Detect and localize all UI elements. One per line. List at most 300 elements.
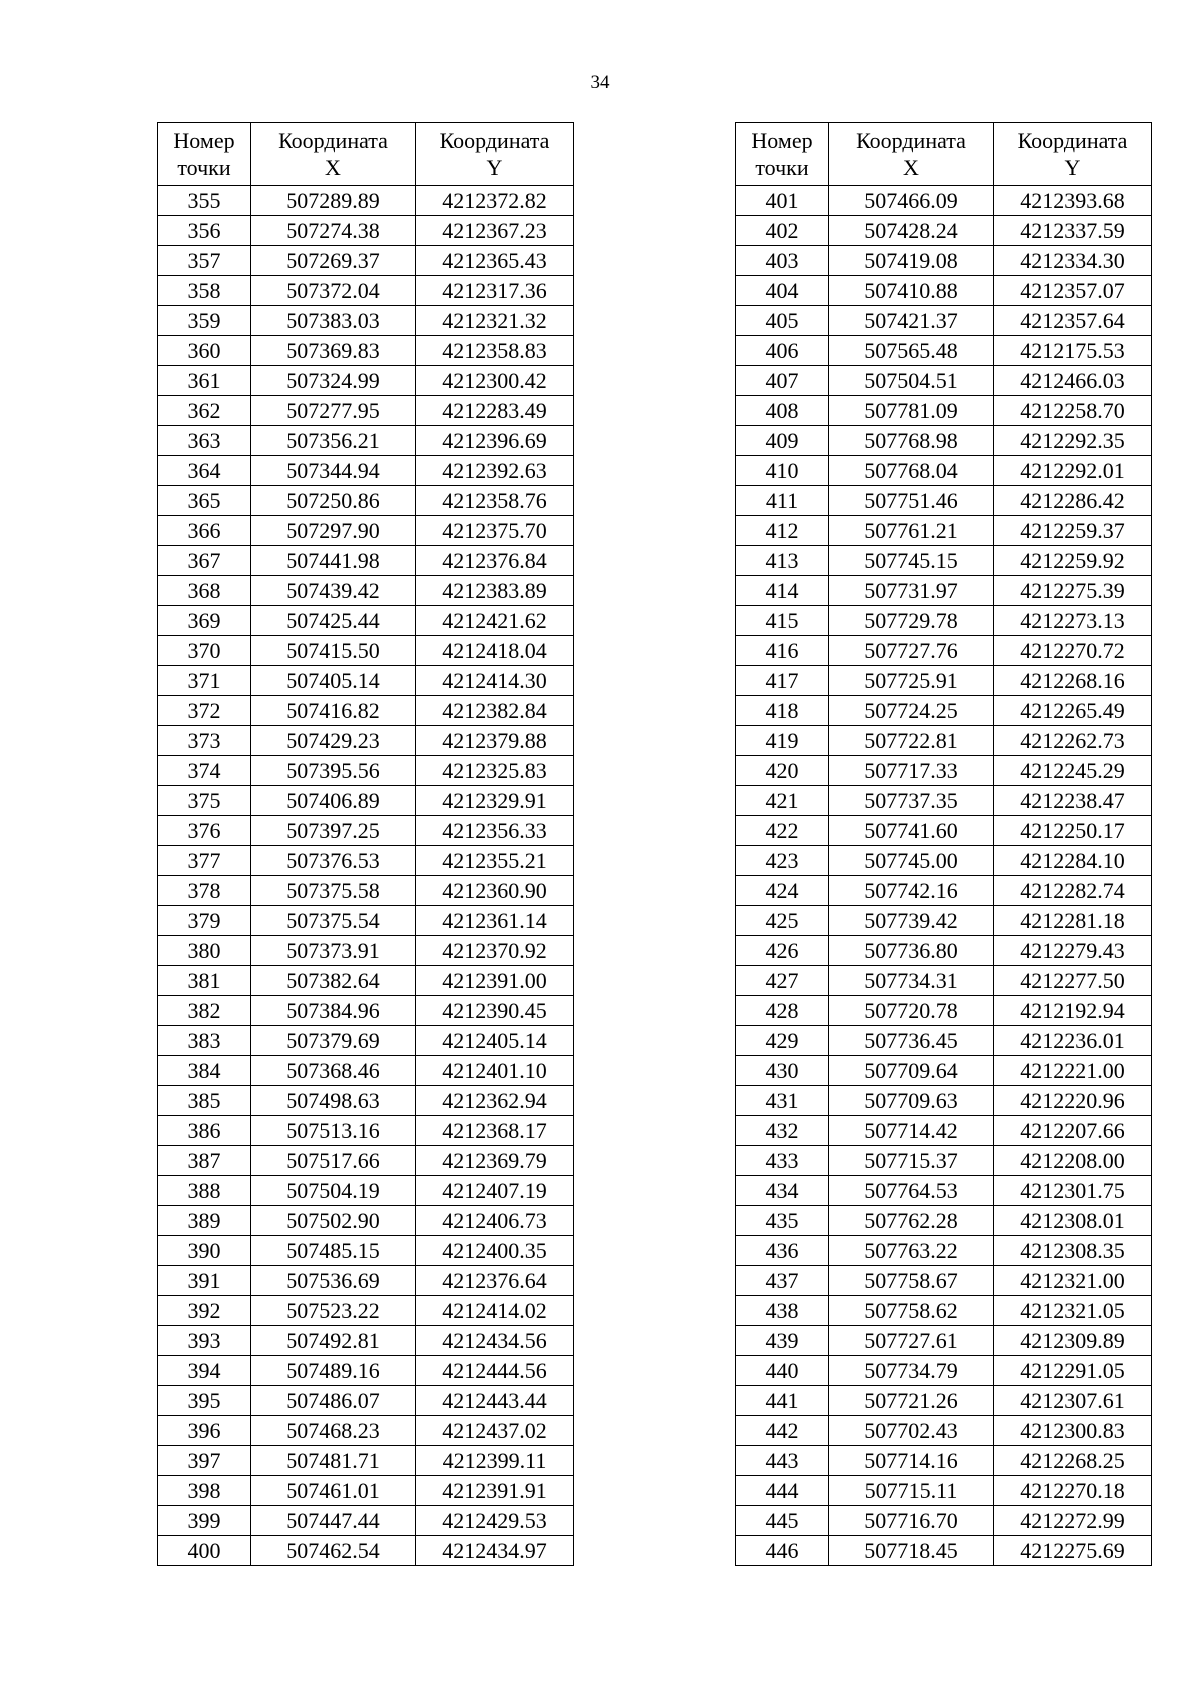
cell-coordinate-y: 4212418.04 — [416, 636, 574, 666]
table-row — [158, 936, 574, 966]
cell-coordinate-y: 4212400.35 — [416, 1236, 574, 1266]
cell-coordinate-x: 507485.15 — [251, 1236, 416, 1266]
cell-coordinate-y: 4212321.05 — [994, 1296, 1152, 1326]
cell-coordinate-x: 507716.70 — [829, 1506, 994, 1536]
header-point-number — [158, 123, 251, 186]
cell-coordinate-y: 4212284.10 — [994, 846, 1152, 876]
cell-coordinate-x: 507734.79 — [829, 1356, 994, 1386]
table-row — [158, 726, 574, 756]
cell-coordinate-y: 4212383.89 — [416, 576, 574, 606]
cell-point-number: 360 — [158, 336, 251, 366]
table-row — [158, 816, 574, 846]
table-row — [736, 1086, 1152, 1116]
cell-coordinate-y: 4212268.25 — [994, 1446, 1152, 1476]
table-row — [158, 636, 574, 666]
cell-coordinate-x: 507742.16 — [829, 876, 994, 906]
table-body — [736, 186, 1152, 1566]
cell-coordinate-x: 507722.81 — [829, 726, 994, 756]
table-row — [158, 1446, 574, 1476]
table-row — [736, 1326, 1152, 1356]
cell-coordinate-y: 4212317.36 — [416, 276, 574, 306]
cell-coordinate-y: 4212220.96 — [994, 1086, 1152, 1116]
table-row — [736, 696, 1152, 726]
cell-coordinate-y: 4212262.73 — [994, 726, 1152, 756]
cell-point-number: 378 — [158, 876, 251, 906]
cell-coordinate-x: 507439.42 — [251, 576, 416, 606]
cell-point-number: 372 — [158, 696, 251, 726]
cell-point-number: 367 — [158, 546, 251, 576]
cell-coordinate-y: 4212368.17 — [416, 1116, 574, 1146]
header-x-line-1: Координата — [856, 128, 966, 153]
cell-point-number: 363 — [158, 426, 251, 456]
cell-point-number: 377 — [158, 846, 251, 876]
cell-point-number: 364 — [158, 456, 251, 486]
cell-coordinate-y: 4212358.76 — [416, 486, 574, 516]
cell-coordinate-x: 507297.90 — [251, 516, 416, 546]
table-row — [736, 246, 1152, 276]
cell-coordinate-x: 507717.33 — [829, 756, 994, 786]
cell-coordinate-x: 507356.21 — [251, 426, 416, 456]
cell-coordinate-x: 507410.88 — [829, 276, 994, 306]
table-row — [158, 1296, 574, 1326]
cell-coordinate-x: 507324.99 — [251, 366, 416, 396]
cell-point-number: 421 — [736, 786, 829, 816]
cell-coordinate-y: 4212292.01 — [994, 456, 1152, 486]
cell-coordinate-x: 507416.82 — [251, 696, 416, 726]
cell-coordinate-y: 4212391.91 — [416, 1476, 574, 1506]
cell-point-number: 389 — [158, 1206, 251, 1236]
table-row — [736, 336, 1152, 366]
cell-coordinate-y: 4212367.23 — [416, 216, 574, 246]
table-row — [736, 756, 1152, 786]
cell-coordinate-x: 507486.07 — [251, 1386, 416, 1416]
cell-coordinate-y: 4212286.42 — [994, 486, 1152, 516]
table-row — [158, 1146, 574, 1176]
table-row — [158, 1026, 574, 1056]
header-x-line-2: X — [325, 155, 341, 180]
cell-coordinate-y: 4212175.53 — [994, 336, 1152, 366]
table-row — [158, 396, 574, 426]
cell-point-number: 400 — [158, 1536, 251, 1566]
table-row — [158, 336, 574, 366]
table-row — [158, 186, 574, 216]
table-row — [158, 516, 574, 546]
cell-point-number: 390 — [158, 1236, 251, 1266]
cell-coordinate-y: 4212405.14 — [416, 1026, 574, 1056]
table-row — [736, 1536, 1152, 1566]
cell-coordinate-x: 507517.66 — [251, 1146, 416, 1176]
cell-coordinate-x: 507504.19 — [251, 1176, 416, 1206]
cell-point-number: 396 — [158, 1416, 251, 1446]
cell-coordinate-y: 4212309.89 — [994, 1326, 1152, 1356]
header-x-line-1: Координата — [278, 128, 388, 153]
cell-coordinate-y: 4212414.02 — [416, 1296, 574, 1326]
cell-point-number: 430 — [736, 1056, 829, 1086]
table-row — [158, 1356, 574, 1386]
cell-coordinate-y: 4212421.62 — [416, 606, 574, 636]
coordinates-table-right — [735, 122, 1152, 1566]
table-row — [736, 276, 1152, 306]
cell-coordinate-y: 4212329.91 — [416, 786, 574, 816]
cell-point-number: 385 — [158, 1086, 251, 1116]
cell-point-number: 362 — [158, 396, 251, 426]
table-row — [736, 876, 1152, 906]
table-row — [158, 576, 574, 606]
table-row — [158, 366, 574, 396]
table-row — [736, 1446, 1152, 1476]
table-row — [736, 726, 1152, 756]
cell-coordinate-x: 507736.80 — [829, 936, 994, 966]
cell-point-number: 442 — [736, 1416, 829, 1446]
cell-coordinate-y: 4212357.07 — [994, 276, 1152, 306]
cell-coordinate-x: 507466.09 — [829, 186, 994, 216]
cell-point-number: 429 — [736, 1026, 829, 1056]
cell-coordinate-y: 4212429.53 — [416, 1506, 574, 1536]
table-row — [158, 1236, 574, 1266]
table-row — [736, 1176, 1152, 1206]
cell-coordinate-y: 4212390.45 — [416, 996, 574, 1026]
cell-point-number: 436 — [736, 1236, 829, 1266]
cell-coordinate-x: 507724.25 — [829, 696, 994, 726]
cell-point-number: 419 — [736, 726, 829, 756]
cell-coordinate-x: 507725.91 — [829, 666, 994, 696]
cell-coordinate-y: 4212277.50 — [994, 966, 1152, 996]
cell-coordinate-y: 4212275.39 — [994, 576, 1152, 606]
cell-coordinate-y: 4212396.69 — [416, 426, 574, 456]
cell-point-number: 356 — [158, 216, 251, 246]
cell-point-number: 387 — [158, 1146, 251, 1176]
table-row — [158, 1086, 574, 1116]
cell-coordinate-y: 4212376.84 — [416, 546, 574, 576]
cell-coordinate-x: 507250.86 — [251, 486, 416, 516]
table-row — [158, 696, 574, 726]
cell-point-number: 403 — [736, 246, 829, 276]
cell-coordinate-y: 4212361.14 — [416, 906, 574, 936]
cell-coordinate-x: 507768.04 — [829, 456, 994, 486]
table-row — [736, 1356, 1152, 1386]
table-row — [158, 306, 574, 336]
cell-point-number: 437 — [736, 1266, 829, 1296]
cell-coordinate-x: 507462.54 — [251, 1536, 416, 1566]
table-row — [158, 876, 574, 906]
cell-coordinate-x: 507745.00 — [829, 846, 994, 876]
cell-coordinate-x: 507762.28 — [829, 1206, 994, 1236]
cell-coordinate-x: 507376.53 — [251, 846, 416, 876]
cell-point-number: 394 — [158, 1356, 251, 1386]
cell-point-number: 374 — [158, 756, 251, 786]
table-row — [158, 1176, 574, 1206]
table-row — [736, 1416, 1152, 1446]
cell-coordinate-x: 507441.98 — [251, 546, 416, 576]
cell-coordinate-y: 4212282.74 — [994, 876, 1152, 906]
cell-coordinate-y: 4212376.64 — [416, 1266, 574, 1296]
cell-coordinate-y: 4212337.59 — [994, 216, 1152, 246]
cell-point-number: 358 — [158, 276, 251, 306]
cell-coordinate-y: 4212307.61 — [994, 1386, 1152, 1416]
cell-point-number: 423 — [736, 846, 829, 876]
cell-coordinate-x: 507369.83 — [251, 336, 416, 366]
header-point-line-1: Номер — [173, 128, 235, 153]
table-row — [158, 756, 574, 786]
cell-point-number: 376 — [158, 816, 251, 846]
cell-point-number: 441 — [736, 1386, 829, 1416]
cell-point-number: 435 — [736, 1206, 829, 1236]
table-row — [736, 516, 1152, 546]
cell-coordinate-x: 507382.64 — [251, 966, 416, 996]
cell-coordinate-x: 507502.90 — [251, 1206, 416, 1236]
cell-coordinate-x: 507745.15 — [829, 546, 994, 576]
cell-point-number: 407 — [736, 366, 829, 396]
cell-coordinate-x: 507481.71 — [251, 1446, 416, 1476]
cell-point-number: 420 — [736, 756, 829, 786]
cell-coordinate-y: 4212369.79 — [416, 1146, 574, 1176]
table-row — [736, 426, 1152, 456]
cell-coordinate-y: 4212401.10 — [416, 1056, 574, 1086]
cell-coordinate-x: 507702.43 — [829, 1416, 994, 1446]
cell-coordinate-y: 4212238.47 — [994, 786, 1152, 816]
table-row — [736, 456, 1152, 486]
cell-point-number: 440 — [736, 1356, 829, 1386]
cell-coordinate-x: 507428.24 — [829, 216, 994, 246]
cell-coordinate-x: 507731.97 — [829, 576, 994, 606]
cell-coordinate-x: 507373.91 — [251, 936, 416, 966]
coordinates-table-left — [157, 122, 574, 1566]
cell-point-number: 414 — [736, 576, 829, 606]
cell-point-number: 371 — [158, 666, 251, 696]
cell-point-number: 392 — [158, 1296, 251, 1326]
cell-coordinate-y: 4212399.11 — [416, 1446, 574, 1476]
table-body — [158, 186, 574, 1566]
cell-coordinate-x: 507718.45 — [829, 1536, 994, 1566]
table-row — [736, 1236, 1152, 1266]
cell-coordinate-y: 4212321.32 — [416, 306, 574, 336]
table-row — [736, 306, 1152, 336]
cell-point-number: 393 — [158, 1326, 251, 1356]
cell-point-number: 427 — [736, 966, 829, 996]
table-row — [158, 996, 574, 1026]
cell-point-number: 416 — [736, 636, 829, 666]
cell-coordinate-x: 507739.42 — [829, 906, 994, 936]
table-row — [158, 1416, 574, 1446]
cell-point-number: 379 — [158, 906, 251, 936]
cell-coordinate-y: 4212301.75 — [994, 1176, 1152, 1206]
cell-coordinate-x: 507405.14 — [251, 666, 416, 696]
cell-coordinate-y: 4212291.05 — [994, 1356, 1152, 1386]
cell-coordinate-y: 4212434.97 — [416, 1536, 574, 1566]
cell-coordinate-x: 507536.69 — [251, 1266, 416, 1296]
cell-point-number: 444 — [736, 1476, 829, 1506]
cell-coordinate-y: 4212273.13 — [994, 606, 1152, 636]
cell-point-number: 415 — [736, 606, 829, 636]
cell-point-number: 355 — [158, 186, 251, 216]
cell-coordinate-y: 4212270.72 — [994, 636, 1152, 666]
table-row — [158, 786, 574, 816]
cell-coordinate-y: 4212292.35 — [994, 426, 1152, 456]
cell-coordinate-x: 507269.37 — [251, 246, 416, 276]
cell-coordinate-y: 4212265.49 — [994, 696, 1152, 726]
cell-point-number: 424 — [736, 876, 829, 906]
cell-coordinate-y: 4212308.35 — [994, 1236, 1152, 1266]
cell-coordinate-y: 4212236.01 — [994, 1026, 1152, 1056]
cell-point-number: 418 — [736, 696, 829, 726]
cell-coordinate-y: 4212192.94 — [994, 996, 1152, 1026]
header-point-line-2: точки — [177, 155, 231, 180]
cell-point-number: 417 — [736, 666, 829, 696]
cell-point-number: 411 — [736, 486, 829, 516]
cell-coordinate-y: 4212221.00 — [994, 1056, 1152, 1086]
cell-coordinate-y: 4212466.03 — [994, 366, 1152, 396]
table-row — [736, 1146, 1152, 1176]
cell-coordinate-x: 507504.51 — [829, 366, 994, 396]
cell-coordinate-y: 4212279.43 — [994, 936, 1152, 966]
cell-point-number: 395 — [158, 1386, 251, 1416]
cell-coordinate-x: 507513.16 — [251, 1116, 416, 1146]
cell-coordinate-y: 4212365.43 — [416, 246, 574, 276]
table-row — [158, 426, 574, 456]
cell-point-number: 391 — [158, 1266, 251, 1296]
table-row — [158, 456, 574, 486]
cell-coordinate-y: 4212379.88 — [416, 726, 574, 756]
cell-coordinate-y: 4212355.21 — [416, 846, 574, 876]
cell-coordinate-x: 507375.58 — [251, 876, 416, 906]
cell-point-number: 404 — [736, 276, 829, 306]
cell-coordinate-y: 4212208.00 — [994, 1146, 1152, 1176]
header-coordinate-y — [994, 123, 1152, 186]
cell-coordinate-x: 507277.95 — [251, 396, 416, 426]
table-row — [158, 276, 574, 306]
cell-coordinate-y: 4212300.42 — [416, 366, 574, 396]
cell-point-number: 409 — [736, 426, 829, 456]
cell-point-number: 380 — [158, 936, 251, 966]
cell-point-number: 445 — [736, 1506, 829, 1536]
cell-point-number: 431 — [736, 1086, 829, 1116]
cell-coordinate-x: 507447.44 — [251, 1506, 416, 1536]
table-row — [158, 846, 574, 876]
cell-coordinate-y: 4212245.29 — [994, 756, 1152, 786]
table-row — [736, 996, 1152, 1026]
cell-coordinate-y: 4212259.92 — [994, 546, 1152, 576]
table-row — [736, 1386, 1152, 1416]
table-row — [736, 786, 1152, 816]
table-row — [736, 1116, 1152, 1146]
table-row — [736, 816, 1152, 846]
cell-point-number: 446 — [736, 1536, 829, 1566]
cell-coordinate-y: 4212270.18 — [994, 1476, 1152, 1506]
cell-coordinate-x: 507709.64 — [829, 1056, 994, 1086]
table-row — [736, 846, 1152, 876]
table-row — [736, 1296, 1152, 1326]
cell-coordinate-x: 507734.31 — [829, 966, 994, 996]
cell-point-number: 361 — [158, 366, 251, 396]
cell-coordinate-y: 4212362.94 — [416, 1086, 574, 1116]
table-row — [158, 906, 574, 936]
table-row — [736, 1206, 1152, 1236]
cell-coordinate-x: 507375.54 — [251, 906, 416, 936]
cell-point-number: 410 — [736, 456, 829, 486]
cell-coordinate-x: 507741.60 — [829, 816, 994, 846]
table-row — [736, 966, 1152, 996]
cell-coordinate-x: 507727.61 — [829, 1326, 994, 1356]
table-row — [158, 606, 574, 636]
header-coordinate-x — [829, 123, 994, 186]
cell-coordinate-y: 4212434.56 — [416, 1326, 574, 1356]
header-y-line-1: Координата — [439, 128, 550, 153]
table-row — [736, 1026, 1152, 1056]
table-row — [736, 576, 1152, 606]
cell-coordinate-y: 4212360.90 — [416, 876, 574, 906]
cell-coordinate-y: 4212414.30 — [416, 666, 574, 696]
cell-coordinate-x: 507761.21 — [829, 516, 994, 546]
cell-coordinate-x: 507715.11 — [829, 1476, 994, 1506]
table-row — [158, 1326, 574, 1356]
cell-coordinate-y: 4212334.30 — [994, 246, 1152, 276]
cell-point-number: 370 — [158, 636, 251, 666]
table-row — [736, 936, 1152, 966]
cell-coordinate-y: 4212283.49 — [416, 396, 574, 426]
cell-point-number: 408 — [736, 396, 829, 426]
table-row — [158, 1476, 574, 1506]
cell-coordinate-y: 4212375.70 — [416, 516, 574, 546]
cell-coordinate-y: 4212268.16 — [994, 666, 1152, 696]
cell-point-number: 398 — [158, 1476, 251, 1506]
cell-coordinate-y: 4212370.92 — [416, 936, 574, 966]
cell-coordinate-x: 507727.76 — [829, 636, 994, 666]
cell-coordinate-y: 4212444.56 — [416, 1356, 574, 1386]
header-y-line-2: Y — [1064, 155, 1081, 180]
cell-point-number: 401 — [736, 186, 829, 216]
cell-coordinate-x: 507425.44 — [251, 606, 416, 636]
cell-coordinate-x: 507736.45 — [829, 1026, 994, 1056]
cell-coordinate-x: 507781.09 — [829, 396, 994, 426]
cell-coordinate-y: 4212357.64 — [994, 306, 1152, 336]
table-row — [158, 666, 574, 696]
cell-point-number: 402 — [736, 216, 829, 246]
cell-coordinate-x: 507714.16 — [829, 1446, 994, 1476]
cell-point-number: 406 — [736, 336, 829, 366]
cell-point-number: 433 — [736, 1146, 829, 1176]
cell-coordinate-y: 4212358.83 — [416, 336, 574, 366]
cell-point-number: 443 — [736, 1446, 829, 1476]
table-row — [736, 1266, 1152, 1296]
table-row — [736, 186, 1152, 216]
cell-coordinate-x: 507729.78 — [829, 606, 994, 636]
table-row — [736, 636, 1152, 666]
cell-coordinate-x: 507383.03 — [251, 306, 416, 336]
cell-coordinate-x: 507368.46 — [251, 1056, 416, 1086]
page-number: 34 — [590, 72, 610, 93]
cell-point-number: 365 — [158, 486, 251, 516]
cell-coordinate-x: 507344.94 — [251, 456, 416, 486]
table-row — [158, 486, 574, 516]
cell-coordinate-y: 4212272.99 — [994, 1506, 1152, 1536]
cell-coordinate-y: 4212300.83 — [994, 1416, 1152, 1446]
table-row — [736, 216, 1152, 246]
cell-coordinate-y: 4212275.69 — [994, 1536, 1152, 1566]
cell-coordinate-y: 4212325.83 — [416, 756, 574, 786]
cell-coordinate-x: 507384.96 — [251, 996, 416, 1026]
table-row — [158, 1056, 574, 1086]
table-row — [158, 1266, 574, 1296]
cell-coordinate-x: 507758.67 — [829, 1266, 994, 1296]
cell-coordinate-x: 507421.37 — [829, 306, 994, 336]
cell-point-number: 397 — [158, 1446, 251, 1476]
header-y-line-1: Координата — [1017, 128, 1128, 153]
header-coordinate-y — [416, 123, 574, 186]
cell-coordinate-y: 4212250.17 — [994, 816, 1152, 846]
cell-point-number: 375 — [158, 786, 251, 816]
table-header-row — [158, 123, 574, 186]
cell-coordinate-x: 507714.42 — [829, 1116, 994, 1146]
